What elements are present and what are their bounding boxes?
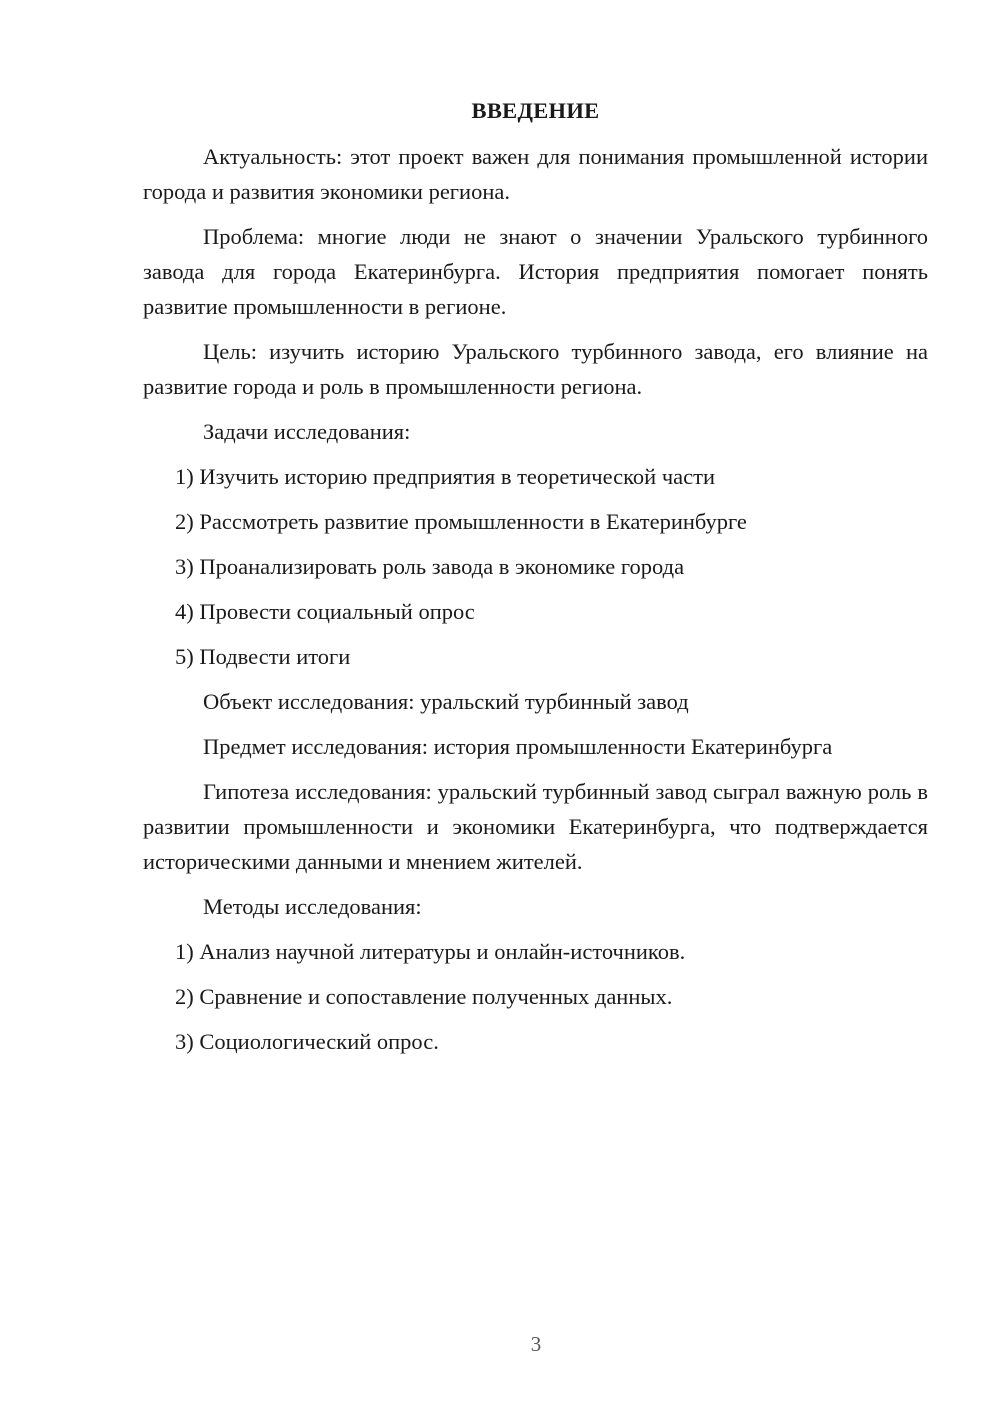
object-paragraph: Объект исследования: уральский турбинный завод: [203, 689, 689, 714]
task-item: 3) Проанализировать роль завода в экономике города: [175, 554, 685, 579]
subject-paragraph: Предмет исследования: история промышленности Екатеринбурга: [203, 734, 833, 759]
task-item: 5) Подвести итоги: [175, 644, 351, 669]
page-number: 3: [530, 1332, 542, 1356]
tasks-list: [143, 459, 928, 674]
methods-heading: Методы исследования:: [203, 894, 422, 919]
task-item: 2) Рассмотреть развитие промышленности в Екатеринбурге: [175, 509, 747, 534]
problem-paragraph: Проблема: многие люди не знают о значении Уральского турбинного завода для города Екатеринбурга. История предприятия помогает понять развитие промышленности в регионе.: [143, 224, 928, 319]
method-item: 2) Сравнение и сопоставление полученных данных.: [175, 984, 673, 1009]
methods-list: [143, 934, 928, 1059]
tasks-heading: Задачи исследования:: [203, 419, 411, 444]
method-item: 3) Социологический опрос.: [175, 1029, 439, 1054]
task-item: 1) Изучить историю предприятия в теоретической части: [175, 464, 715, 489]
hypothesis-paragraph: Гипотеза исследования: уральский турбинный завод сыграл важную роль в развитии промышленности и экономики Екатеринбурга, что подтверждается историческими данными и мнением жителей.: [143, 779, 928, 874]
method-item: 1) Анализ научной литературы и онлайн-источников.: [175, 939, 686, 964]
task-item: 4) Провести социальный опрос: [175, 599, 475, 624]
relevance-paragraph: Актуальность: этот проект важен для понимания промышленной истории города и развития экономики региона.: [143, 144, 928, 204]
document-body: [143, 93, 928, 1069]
goal-paragraph: Цель: изучить историю Уральского турбинного завода, его влияние на развитие города и роль в промышленности региона.: [143, 339, 928, 399]
section-title: ВВЕДЕНИЕ: [471, 98, 600, 123]
